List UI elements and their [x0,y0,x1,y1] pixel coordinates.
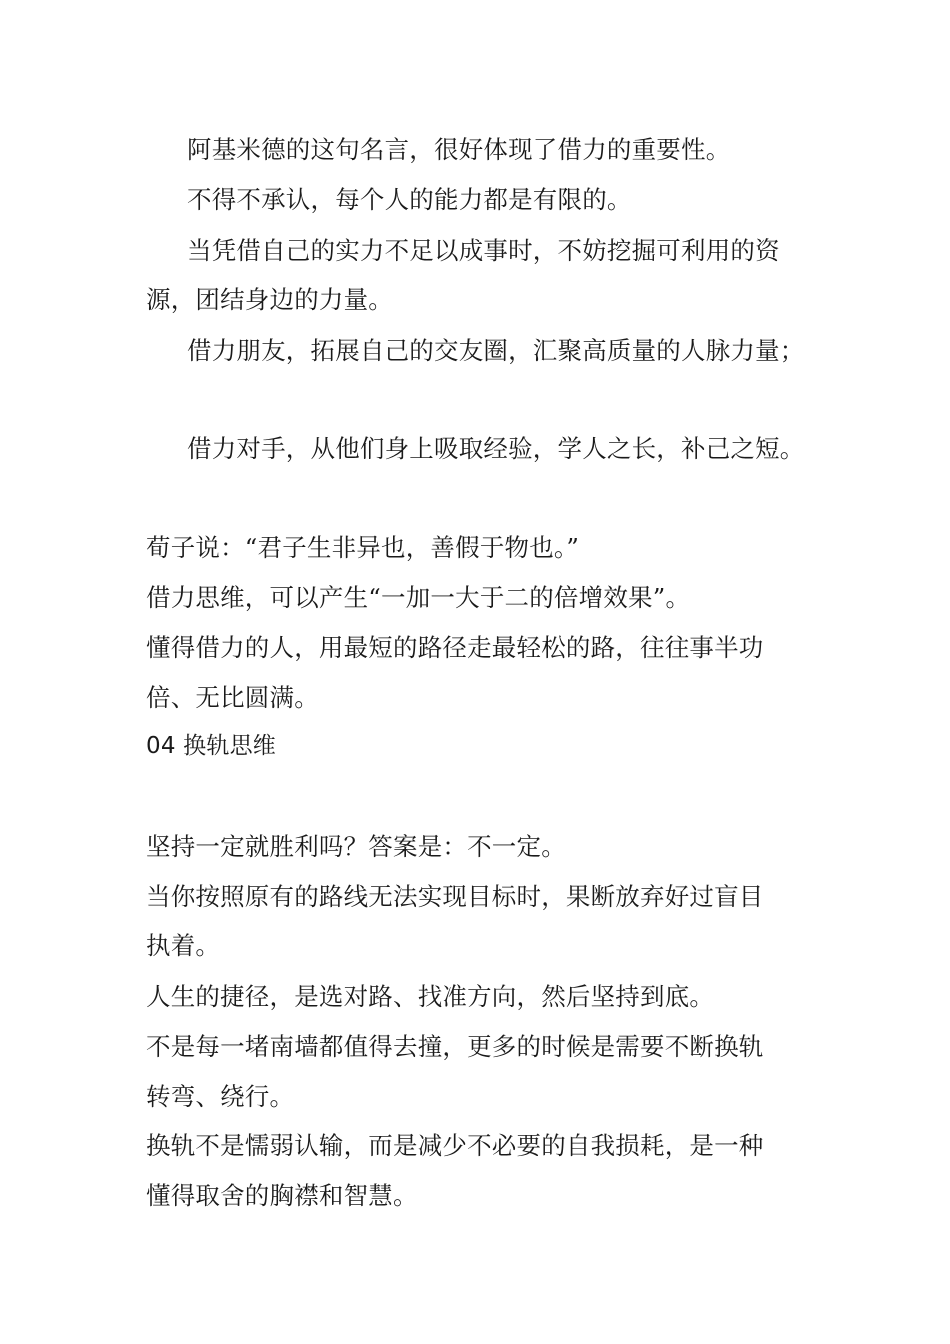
paragraph-line: 坚持一定就胜利吗？答案是：不一定。 [146,832,566,861]
paragraph-line: 源，团结身边的力量。 [146,285,393,314]
paragraph-line: 借力思维，可以产生“一加一大于二的倍增效果”。 [146,583,691,612]
section-heading: 04 换轨思维 [146,733,276,759]
paragraph-line: 懂得取舍的胸襟和智慧。 [146,1181,418,1210]
paragraph-line: 换轨不是懦弱认输，而是减少不必要的自我损耗，是一种 [146,1131,764,1160]
paragraph-line: 执着。 [146,931,221,960]
paragraph-line: 借力对手，从他们身上吸取经验，学人之长，补己之短。 [187,434,805,463]
paragraph-line: 人生的捷径，是选对路、找准方向，然后坚持到底。 [146,982,715,1011]
paragraph-line: 荀子说：“君子生非异也，善假于物也。” [146,533,580,562]
paragraph-line: 懂得借力的人，用最短的路径走最轻松的路，往往事半功 [146,633,764,662]
paragraph-line: 不得不承认，每个人的能力都是有限的。 [187,185,632,214]
paragraph-line: 倍、无比圆满。 [146,683,319,712]
paragraph-line: 不是每一堵南墙都值得去撞，更多的时候是需要不断换轨 [146,1032,764,1061]
paragraph-line: 当凭借自己的实力不足以成事时，不妨挖掘可利用的资 [187,236,780,265]
paragraph-line: 转弯、绕行。 [146,1082,295,1111]
paragraph-line: 借力朋友，拓展自己的交友圈，汇聚高质量的人脉力量； [187,336,805,365]
paragraph-line: 当你按照原有的路线无法实现目标时，果断放弃好过盲目 [146,882,764,911]
paragraph-line: 阿基米德的这句名言，很好体现了借力的重要性。 [187,135,731,164]
